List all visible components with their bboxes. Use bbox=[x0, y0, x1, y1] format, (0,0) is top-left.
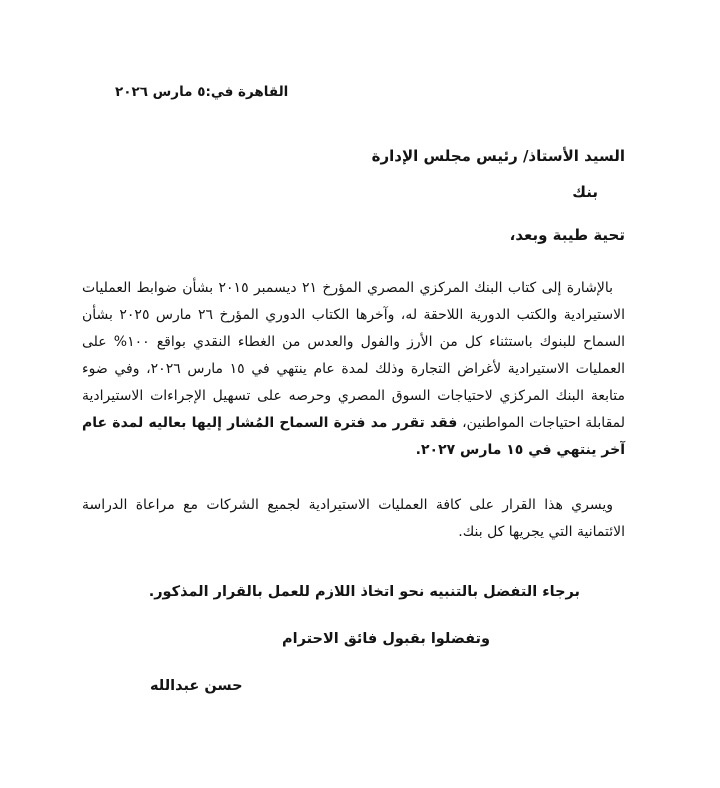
request-line: برجاء التفضل بالتنبيه نحو اتخاذ اللازم للعمل بالقرار المذكور. bbox=[148, 584, 580, 600]
addressee-title: السيد الأستاذ/ رئيس مجلس الإدارة bbox=[371, 147, 625, 165]
paragraph-decision-bold-text: فقد تقرر مد فترة السماح المُشار إليها بعاليه لمدة عام آخر ينتهي في ١٥ مارس ٢٠٢٧. bbox=[82, 415, 625, 458]
body-paragraph-reference bbox=[82, 275, 625, 464]
closing-line: وتفضلوا بقبول فائق الاحترام bbox=[282, 631, 490, 647]
addressee-organization: بنك bbox=[572, 183, 598, 201]
salutation: تحية طيبة وبعد، bbox=[509, 226, 625, 244]
paragraph-reference-regular-text: بالإشارة إلى كتاب البنك المركزي المصري المؤرخ ٢١ ديسمبر ٢٠١٥ بشأن ضوابط العمليات الاستيرادية والكتب الدورية اللاحقة له، وآخرها الكتاب الدوري المؤرخ ٢٦ مارس ٢٠٢٥ بشأن السماح للبنوك باستثناء كل من الأرز والفول والعدس من الغطاء النقدي بواقع ١٠٠% على العمليات الاستيرادية لأغراض التجارة وذلك لمدة عام ينتهي في ١٥ مارس ٢٠٢٦، وفي ضوء متابعة البنك المركزي لاحتياجات السوق المصري وحرصه على تسهيل الإجراءات الاستيرادية لمقابلة احتياجات المواطنين، bbox=[82, 280, 626, 431]
date-line: القاهرة في:٥ مارس ٢٠٢٦ bbox=[115, 84, 289, 100]
signature-name: حسن عبدالله bbox=[150, 678, 243, 694]
body-paragraph-scope: ويسري هذا القرار على كافة العمليات الاستيرادية لجميع الشركات مع مراعاة الدراسة الائتمانية التي يجريها كل بنك. bbox=[82, 497, 625, 540]
